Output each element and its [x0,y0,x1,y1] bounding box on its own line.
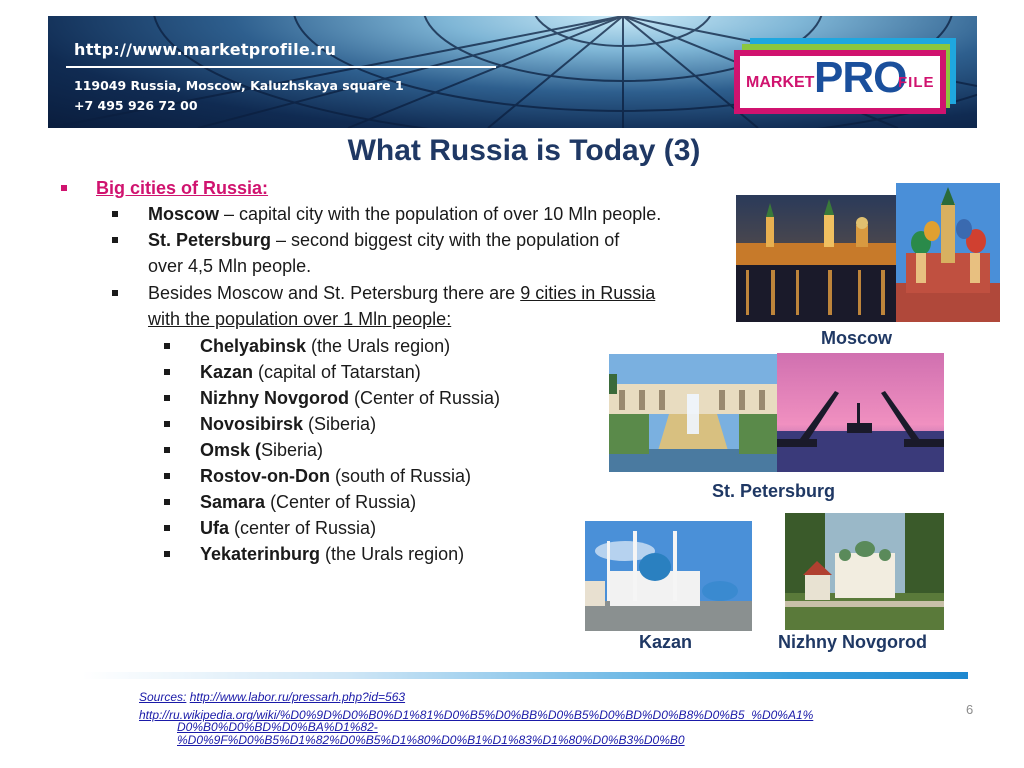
marketprofile-logo [734,38,956,120]
bullet-icon [164,525,170,531]
city-description: (center of Russia) [229,518,377,538]
city-name: Yekaterinburg [200,544,321,564]
list-item-besides: Besides Moscow and St. Petersburg there are 9 cities in Russia [148,283,656,303]
city-name: Rostov-on-Don [200,466,330,486]
city-description: (Center of Russia) [349,388,501,408]
kazan-mosque-photo [585,521,752,631]
banner-phone: +7 495 926 72 00 [74,98,198,113]
caption-stpete: St. Petersburg [712,481,836,501]
st-basils-photo [896,183,1000,322]
list-item-moscow: Moscow – capital city with the population of over 10 Mln people. [148,204,662,224]
city-list-item [200,440,323,461]
city-list-item [200,388,500,409]
city-description: (south of Russia) [329,466,472,486]
source-link-labor[interactable]: http://www.labor.ru/pressarh.php?id=563 [189,690,406,704]
drawbridge-photo [777,353,944,472]
bullet-icon [164,551,170,557]
city-description: Siberia) [261,440,324,460]
bullet-icon [112,237,118,243]
city-description: (Siberia) [303,414,377,434]
sources-label[interactable]: Sources: [139,690,187,704]
bullet-icon [112,211,118,217]
city-name: Nizhny Novgorod [200,388,349,408]
bullet-icon [112,290,118,296]
logo-word-market: MARKET [746,74,815,91]
source-link-wikipedia-cont1[interactable]: D0%B0%D0%BD%D0%BA%D1%82- [177,720,378,734]
city-name: Kazan [200,362,254,382]
list-item-stpete: St. Petersburg – second biggest city with the population of [148,230,620,250]
source-link-wikipedia[interactable]: http://ru.wikipedia.org/wiki/%D0%9D%D0%B0%D1%81%D0%B5%D0%BB%D0%B5%D0%BD%D0%B8%D0%B5_%D0%A1% [139,708,814,722]
logo-word-pro: PRO [814,53,907,102]
million-cities-link-cont[interactable]: with the population over 1 Mln people: [148,309,452,329]
city-list-item [200,518,376,539]
bullet-icon [61,185,67,191]
header-banner [48,16,977,128]
nizhny-monastery-photo [785,513,944,630]
source-link-wikipedia-cont2[interactable]: %D0%9F%D0%B5%D1%82%D0%B5%D1%80%D0%B1%D1%83%D1%80%D0%B3%D0%B0 [177,733,685,747]
bullet-icon [164,447,170,453]
bullet-icon [164,395,170,401]
city-name: Ufa [200,518,230,538]
bullet-icon [164,473,170,479]
city-list-item [200,414,376,435]
city-list-item [200,336,450,357]
section-heading[interactable]: Big cities of Russia: [96,178,269,198]
bullet-icon [164,499,170,505]
city-list-item [200,544,464,565]
million-cities-link[interactable]: 9 cities in Russia [520,283,656,303]
city-description: (the Urals region) [306,336,451,356]
city-list-item [200,466,471,487]
caption-nizhny: Nizhny Novgorod [778,632,927,652]
peterhof-photo [609,354,777,472]
list-item-stpete-cont: over 4,5 Mln people. [148,256,312,276]
city-description: (capital of Tatarstan) [253,362,421,382]
banner-address: 119049 Russia, Moscow, Kaluzhskaya square 1 [74,78,404,93]
bullet-icon [164,343,170,349]
city-name: Samara [200,492,266,512]
city-description: (Center of Russia) [265,492,417,512]
banner-url[interactable]: http://www.marketprofile.ru [74,40,337,59]
slide-title: What Russia is Today (3) [347,134,701,167]
city-list-item [200,362,421,383]
caption-moscow: Moscow [821,328,893,348]
moscow-kremlin-photo [736,195,896,322]
bullet-icon [164,421,170,427]
city-list-item [200,492,416,513]
city-name: Novosibirsk [200,414,304,434]
city-name: Chelyabinsk [200,336,307,356]
logo-word-file: FILE [898,74,935,91]
city-description: (the Urals region) [320,544,465,564]
footer-divider [82,672,968,679]
page-number: 6 [966,702,974,717]
city-name: Omsk ( [200,440,262,460]
caption-kazan: Kazan [639,632,693,652]
bullet-icon [164,369,170,375]
